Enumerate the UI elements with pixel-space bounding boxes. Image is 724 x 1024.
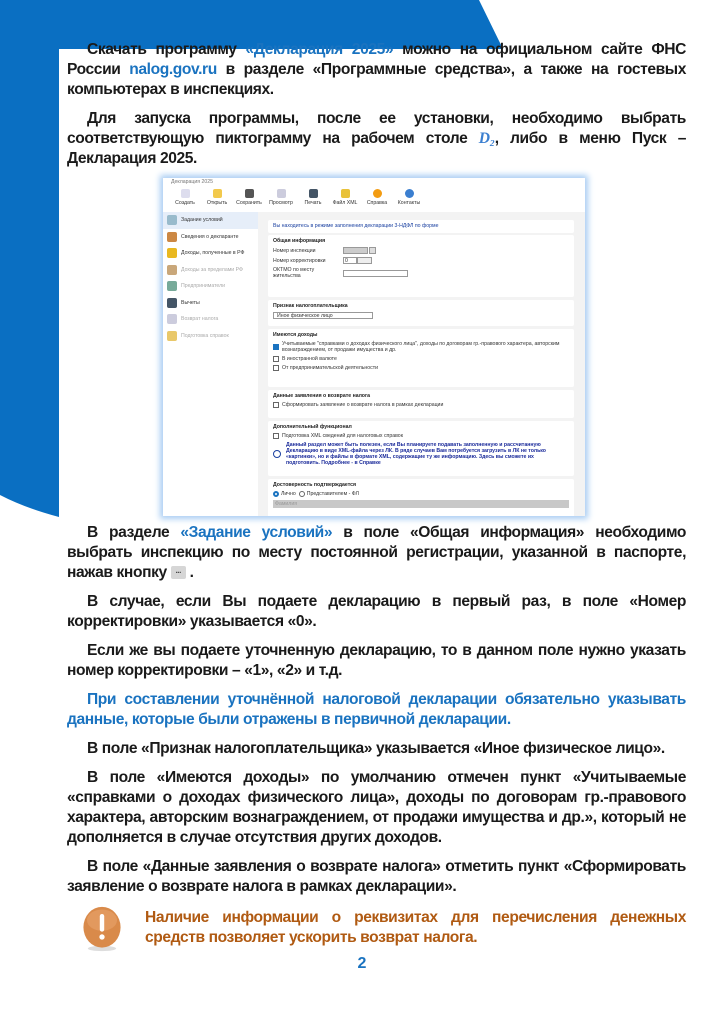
toolbar-help[interactable]	[361, 187, 393, 212]
paragraph-taxpayer	[67, 739, 686, 759]
text: В случае, если Вы подаете декларацию в первый раз, в поле «Номер корректировки» указывается «0».	[67, 593, 686, 630]
label: ОКТМО по месту жительства	[273, 267, 315, 279]
label: Номер инспекции	[273, 247, 316, 254]
refund-checkbox[interactable]	[273, 402, 279, 408]
xml-checkbox[interactable]	[273, 433, 279, 439]
correction-field[interactable]: 0	[343, 257, 357, 264]
income-checkbox-certificates[interactable]	[273, 344, 279, 350]
paragraph-corrected	[67, 641, 686, 681]
paragraph-launch	[67, 109, 686, 169]
taxpayer-select[interactable]: Иное физическое лицо	[273, 312, 373, 319]
label: Файл XML	[332, 200, 358, 206]
paragraph-important	[67, 690, 686, 730]
panel-title: Данные заявления о возврате налога	[273, 393, 371, 399]
label: Доходы за пределами РФ	[181, 266, 243, 273]
paragraph-first-time	[67, 592, 686, 632]
person-icon	[167, 232, 177, 242]
text: в разделе «Программные средства», а также на гостевых компьютерах в инспекциях.	[67, 61, 686, 98]
text: в поле «Общая информация» необходимо выбрать инспекцию по месту постоянной регистрации, указанной в паспорте, нажав кнопку	[67, 524, 686, 581]
label: Подготовка справок	[181, 332, 229, 339]
text: Скачать программу	[87, 41, 246, 58]
text: Для запуска программы, после ее установки, необходимо выбрать соответствующую пиктограмму на рабочем столе	[67, 110, 686, 147]
text: можно на официальном сайте ФНС России	[67, 41, 686, 78]
extra-panel	[268, 421, 574, 476]
info-icon	[405, 189, 414, 198]
inspection-select-button[interactable]	[369, 247, 376, 254]
printer-icon	[309, 189, 318, 198]
income-checkbox-business[interactable]	[273, 365, 279, 371]
label: От предпринимательской деятельности	[282, 365, 379, 371]
taxpayer-panel	[268, 300, 574, 326]
wallet-icon	[167, 265, 177, 275]
page-content	[67, 40, 686, 974]
sidebar-item-conditions[interactable]	[163, 212, 258, 229]
label: Представителем - ФЛ	[306, 491, 359, 497]
app-toolbar	[163, 187, 585, 212]
help-icon	[373, 189, 382, 198]
paragraph-refund	[67, 857, 686, 897]
sidebar-item-deductions[interactable]	[163, 295, 258, 312]
label: Вычеты	[181, 299, 200, 306]
label: Сформировать заявление о возврате налога в рамках декларации	[282, 402, 444, 408]
sidebar-item-income-abroad[interactable]	[163, 262, 258, 279]
panel-title: Признак налогоплательщика	[273, 303, 348, 309]
xml-folder-icon	[341, 189, 350, 198]
label: Предприниматели	[181, 283, 226, 290]
text: В разделе	[87, 524, 181, 541]
label: Задание условий	[181, 217, 223, 224]
nalog-site-link[interactable]: nalog.gov.ru	[129, 61, 217, 78]
label: Просмотр	[269, 200, 293, 206]
folder-open-icon	[213, 189, 222, 198]
paragraph-income	[67, 768, 686, 848]
page-number: 2	[357, 955, 367, 972]
app-main	[263, 212, 579, 516]
app-title-bar: Декларация 2025	[163, 178, 585, 187]
app-sidebar	[163, 212, 258, 516]
general-info-panel	[268, 235, 574, 297]
label: Открыть	[206, 200, 228, 206]
label: Лично	[281, 491, 296, 497]
correction-stepper[interactable]	[357, 257, 372, 264]
sidebar-item-declarant[interactable]	[163, 229, 258, 246]
label: Сохранить	[236, 200, 262, 206]
paragraph-conditions	[67, 523, 686, 583]
label: Номер корректировки	[273, 257, 326, 264]
panel-title: Достоверность подтверждается	[273, 482, 357, 488]
label: Контакты	[397, 200, 421, 206]
mode-notice: Вы находитесь в режиме заполнения декларации 3-НДФЛ по форме	[268, 220, 574, 233]
text: В поле «Данные заявления о возврате налога» отметить пункт «Сформировать заявление о возврате налога в рамках декларации».	[67, 858, 686, 895]
surname-field[interactable]: Фамилия	[273, 500, 569, 508]
oktmo-field[interactable]	[343, 270, 408, 277]
usb-save-icon	[245, 189, 254, 198]
sidebar-item-income-rf[interactable]	[163, 245, 258, 262]
label: Учитываемые "справками о доходах физического лица", доходы по договорам гр.-правового характера, авторским вознаграждением, от продажи имущества и др.	[282, 341, 560, 353]
radio-personally[interactable]	[273, 491, 279, 497]
text: , либо в меню Пуск – Декларация 2025.	[67, 130, 686, 167]
coins-icon	[167, 248, 177, 258]
label: Сведения о декларанте	[181, 233, 239, 240]
folder-icon	[167, 331, 177, 341]
toolbar-open[interactable]	[201, 187, 233, 212]
text: В поле «Имеются доходы» по умолчанию отмечен пункт «Учитываемые «справками о доходах физического лица», доходы по договорам гр.-правового характера, авторским вознаграждением, от продажи имущества и др.», который не дополняется в случае отсутствия других доходов.	[67, 769, 686, 846]
preview-icon	[277, 189, 286, 198]
label: Возврат налога	[181, 316, 219, 323]
new-file-icon	[181, 189, 190, 198]
text: Если же вы подаете уточненную декларацию, то в данном поле нужно указать номер корректировки – «1», «2» и т.д.	[67, 642, 686, 679]
refund-panel	[268, 390, 574, 418]
text: При составлении уточнённой налоговой декларации обязательно указывать данные, которые были отражены в первичной декларации.	[67, 691, 686, 728]
panel-title: Имеются доходы	[273, 332, 318, 338]
toolbar-create[interactable]	[169, 187, 201, 212]
info-icon	[273, 450, 281, 458]
info-text: Данный раздел может быть полезен, если Вы планируете подавать заполненную и рассчитанную Декларацию в виде XML-файла через ЛК. В ряде случаев Вам потребуется загрузить в ЛК не только «картинки», но и файлы в формате XML, содержащие ту же информацию. Здесь вы сможете их подготовить. Подробнее - в Справке	[286, 442, 546, 466]
toolbar-save[interactable]	[233, 187, 265, 212]
income-checkbox-foreign[interactable]	[273, 356, 279, 362]
label: Печать	[304, 200, 322, 206]
text: В поле «Признак налогоплательщика» указывается «Иное физическое лицо».	[87, 740, 665, 757]
sidebar-item-refund[interactable]	[163, 311, 258, 328]
document-icon	[167, 314, 177, 324]
radio-representative[interactable]	[299, 491, 305, 497]
callout	[80, 906, 686, 952]
panel-title: Общая информация	[273, 238, 326, 244]
callout-text: Наличие информации о реквизитах для перечисления денежных средств позволяет ускорить возврат налога.	[145, 909, 686, 946]
entrepreneur-icon	[167, 281, 177, 291]
app-screenshot-wrapper	[67, 178, 686, 516]
label: Создать	[175, 200, 195, 206]
exclamation-icon	[80, 906, 124, 952]
confirm-panel	[268, 479, 574, 516]
sidebar-item-certificates[interactable]	[163, 328, 258, 345]
label: Справка	[366, 200, 388, 206]
program-name-link: «Декларация 2025»	[245, 41, 394, 58]
panel-title: Дополнительный функционал	[273, 424, 352, 430]
toolbar-print[interactable]	[297, 187, 329, 212]
label: Доходы, полученные в РФ	[181, 250, 245, 257]
toolbar-contacts[interactable]	[393, 187, 425, 212]
tree-icon	[167, 215, 177, 225]
label: В иностранной валюте	[282, 356, 337, 362]
section-name: «Задание условий»	[180, 524, 333, 541]
inspection-field[interactable]	[343, 247, 368, 254]
label: Подготовка XML сведений для налоговых справок	[282, 433, 403, 439]
program-desktop-icon: D₂	[478, 130, 495, 147]
sidebar-item-entrepreneurs[interactable]	[163, 278, 258, 295]
paragraph-download	[67, 40, 686, 100]
text: .	[185, 564, 194, 581]
toolbar-preview[interactable]	[265, 187, 297, 212]
toolbar-xml[interactable]	[329, 187, 361, 212]
app-screenshot	[163, 178, 585, 516]
calculator-icon	[167, 298, 177, 308]
ellipsis-button-image: ...	[171, 566, 186, 579]
income-panel	[268, 329, 574, 387]
